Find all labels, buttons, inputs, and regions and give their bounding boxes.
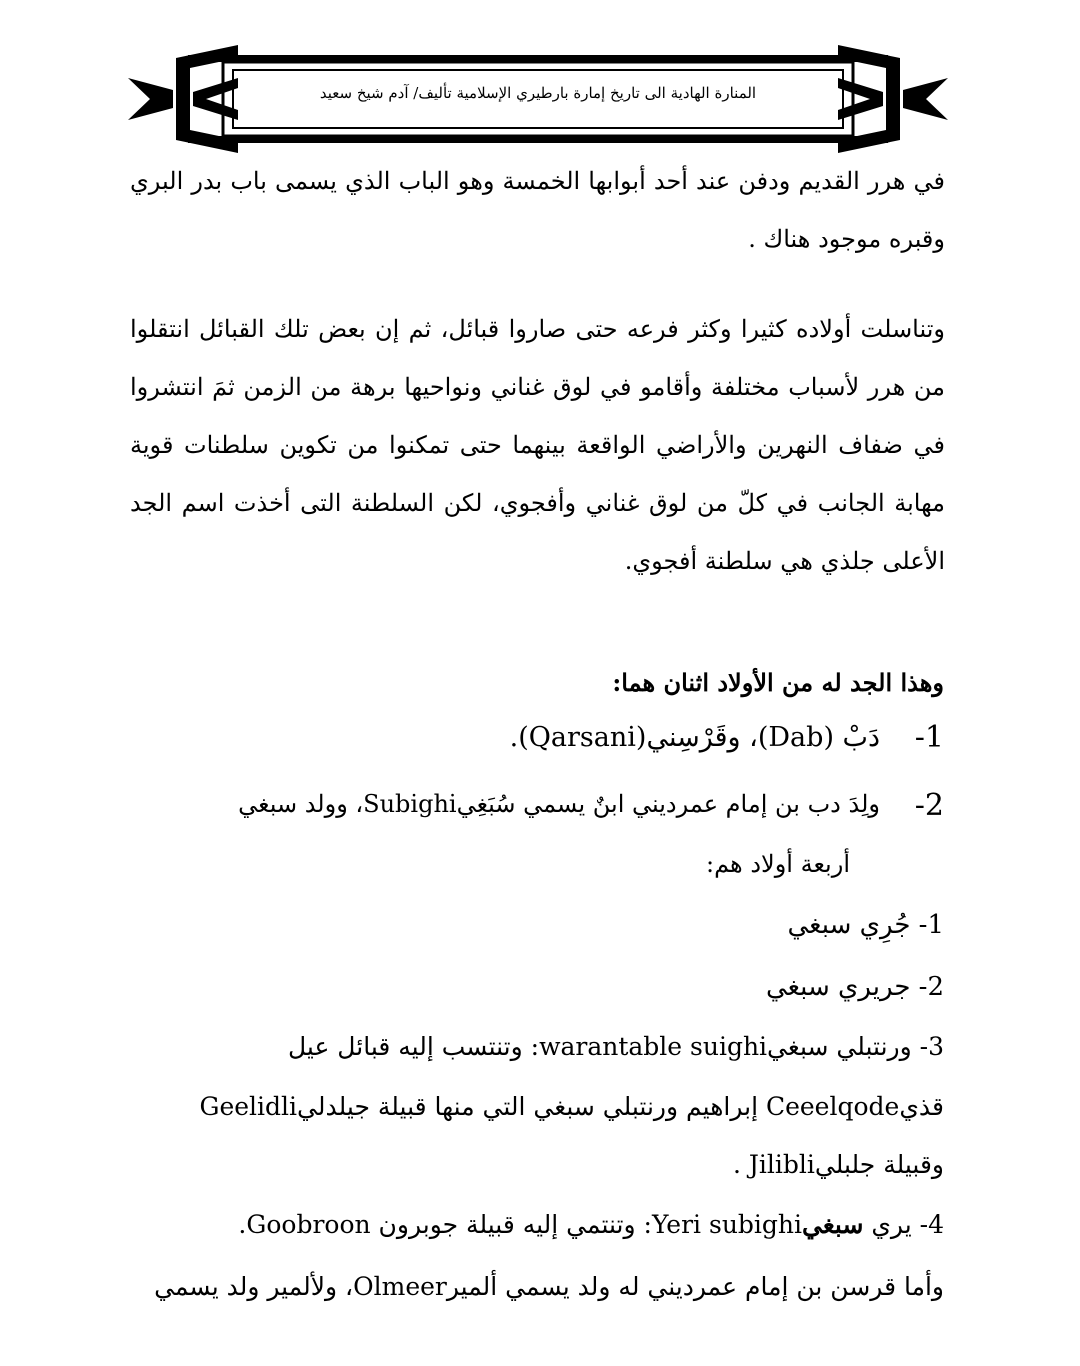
son-3-line-2: قذيCeeelqode إبراهيم ورنتبلي سبغي التي منها قبيلة جيلدليGeelidli <box>199 1092 944 1121</box>
son-4-bold-name: سبغي <box>802 1210 864 1239</box>
son-4-rest: Yeri subighi: وتنتمي إليه قبيلة جوبرون Goobroon. <box>238 1210 803 1239</box>
son-4 <box>238 1210 944 1239</box>
header-title: المنارة الهادية الى تاريخ إمارة بارطيري الإسلامية تأليف/ آدم شيخ سعيد <box>319 84 757 102</box>
paragraph-1: في هرر القديم ودفن عند أحد أبوابها الخمسة وهو الباب الذي يسمى باب بدر البري وقبره موجود هناك . <box>130 167 945 253</box>
paragraph-2: وتناسلت أولاده كثيرا وكثر فرعه حتى صاروا قبائل، ثم إن بعض تلك القبائل انتقلوا من هرر لأسباب مختلفة وأقامو في لوق غناني ونواحيها برهة من الزمن ثمَ انتشروا في ضفاف النهرين والأراضي الواقعة بينهما حتى تمكنوا من تكوين سلطنات قوية مهابة الجانب في كلّ من لوق غناني وأفجوي، لكن السلطنة التى أخذت اسم الجد الأعلى جلذي هي سلطنة أفجوي. <box>130 315 945 575</box>
list-item-2-text: ولِدَ دب بن إمام عمرديني ابنٌ يسمي سُبَغِيSubighi، وولد سبغي <box>238 790 880 818</box>
son-3-line-3: وقبيلة جلبليJilibli . <box>732 1150 944 1179</box>
son-2: 2- جريري سبغي <box>765 972 944 1002</box>
son-4-prefix: 4- يري <box>863 1210 944 1239</box>
list-item-1-number: 1- <box>914 720 944 755</box>
final-line: وأما قرسن بن إمام عمرديني له ولد يسمي ألميرOlmeer، ولألمير ولد يسمي <box>154 1272 944 1301</box>
page-header <box>128 40 948 158</box>
son-1: 1- جُرِي سبغي <box>787 910 944 940</box>
son-3-line-1: 3- ورنتبلي سبغيwarantable suighi: وتنتسب إليه قبائل عيل <box>287 1032 944 1061</box>
section-heading: وهذا الجد له من الأولاد اثنان هما: <box>612 668 944 697</box>
list-item-1-text: دَبْ (Dab)، وقَرْسِني(Qarsani). <box>509 722 880 753</box>
list-item-2-continuation: أربعة أولاد هم: <box>706 850 850 878</box>
list-item-2-number: 2- <box>914 788 944 823</box>
